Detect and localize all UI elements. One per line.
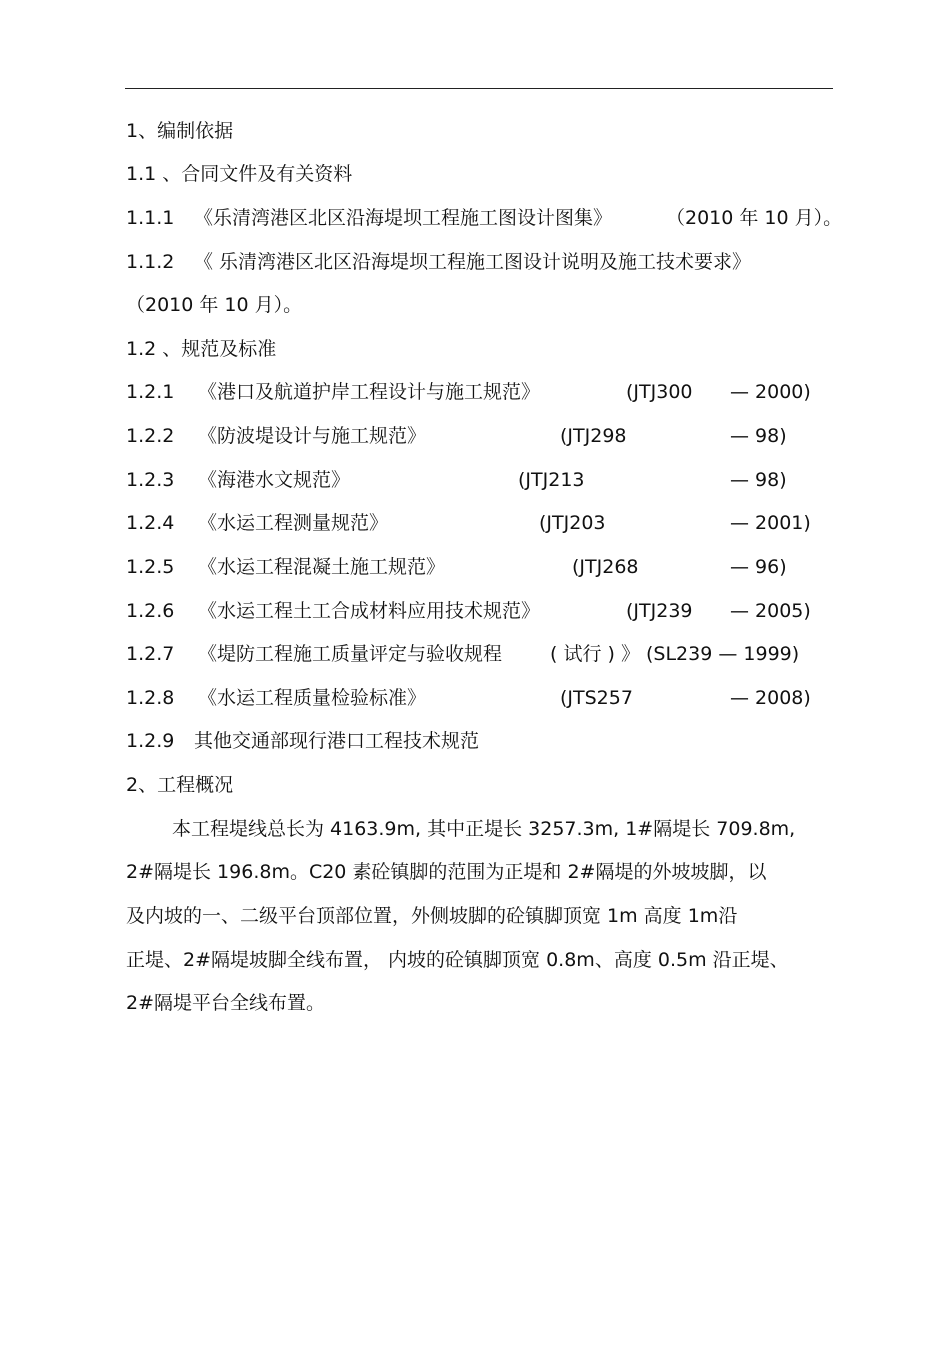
overview-line: 2#隔堤长 196.8m。C20 素砼镇脚的范围为正堤和 2#隔堤的外坡坡脚，以: [126, 861, 767, 883]
item-date: （2010 年 10 月）。: [666, 207, 843, 229]
item-number: 1.1.2: [126, 251, 175, 273]
overview-line: 本工程堤线总长为 4163.9m, 其中正堤长 3257.3m, 1#隔堤长 709.8m,: [172, 818, 796, 840]
standard-title: 《水运工程混凝土施工规范》: [198, 556, 446, 578]
standard-title: 《堤防工程施工质量评定与验收规程: [198, 643, 503, 665]
heading-overview: 2、工程概况: [126, 774, 234, 796]
item-1-1-2-date: （2010 年 10 月）。: [126, 294, 303, 316]
standard-title: 其他交通部现行港口工程技术规范: [194, 730, 480, 752]
standard-code: (JTJ213: [518, 469, 585, 491]
item-title: 《乐清湾港区北区沿海堤坝工程施工图设计图集》: [194, 207, 613, 229]
heading-standards: 1.2 、规范及标准: [126, 338, 277, 360]
standard-number: 1.2.8: [126, 687, 175, 709]
standard-code: ( 试行 ) 》 (SL239 — 1999): [550, 643, 800, 665]
standard-number: 1.2.9: [126, 730, 175, 752]
standard-title: 《水运工程质量检验标准》: [198, 687, 427, 709]
standard-title: 《港口及航道护岸工程设计与施工规范》: [198, 381, 541, 403]
standard-code: (JTJ268: [572, 556, 639, 578]
header-rule: [125, 88, 833, 89]
standard-code: (JTJ203: [539, 512, 606, 534]
standard-number: 1.2.5: [126, 556, 175, 578]
overview-line: 2#隔堤平台全线布置。: [126, 992, 326, 1014]
standard-code: (JTJ239: [626, 600, 693, 622]
standard-code: (JTJ300: [626, 381, 693, 403]
standard-year: — 96): [730, 556, 787, 578]
heading-contract-docs: 1.1 、合同文件及有关资料: [126, 163, 353, 185]
standard-title: 《水运工程土工合成材料应用技术规范》: [198, 600, 541, 622]
standard-year: — 2000): [730, 381, 811, 403]
standard-title: 《水运工程测量规范》: [198, 512, 389, 534]
overview-line: 及内坡的一、二级平台顶部位置，外侧坡脚的砼镇脚顶宽 1m 高度 1m沿: [126, 905, 738, 927]
standard-number: 1.2.1: [126, 381, 175, 403]
heading-basis: 1、编制依据: [126, 120, 234, 142]
standard-title: 《海港水文规范》: [198, 469, 351, 491]
standard-year: — 2001): [730, 512, 811, 534]
standard-number: 1.2.7: [126, 643, 175, 665]
item-number: 1.1.1: [126, 207, 175, 229]
standard-code: (JTS257: [560, 687, 633, 709]
standard-year: — 98): [730, 469, 787, 491]
standard-year: — 2008): [730, 687, 811, 709]
item-title: 《 乐清湾港区北区沿海堤坝工程施工图设计说明及施工技术要求》: [194, 251, 752, 273]
standard-number: 1.2.4: [126, 512, 175, 534]
standard-number: 1.2.3: [126, 469, 175, 491]
standard-code: (JTJ298: [560, 425, 627, 447]
overview-line: 正堤、2#隔堤坡脚全线布置， 内坡的砼镇脚顶宽 0.8m、高度 0.5m 沿正堤、: [126, 949, 789, 971]
standard-number: 1.2.2: [126, 425, 175, 447]
standard-number: 1.2.6: [126, 600, 175, 622]
standard-year: — 2005): [730, 600, 811, 622]
standard-title: 《防波堤设计与施工规范》: [198, 425, 427, 447]
standard-year: — 98): [730, 425, 787, 447]
